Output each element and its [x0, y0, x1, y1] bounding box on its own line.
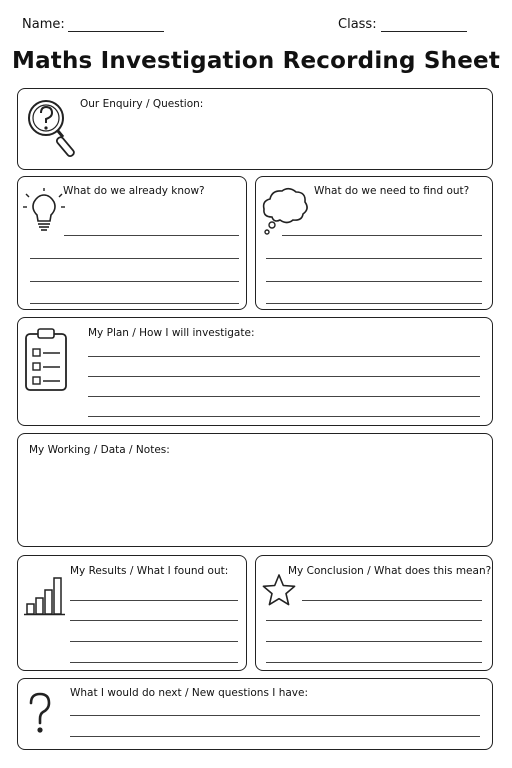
results-box: [17, 555, 247, 671]
know-box: [17, 176, 247, 310]
lightbulb-icon: [25, 191, 63, 235]
results-line-2[interactable]: [70, 620, 238, 621]
clipboard-checklist-icon: [24, 327, 68, 393]
enquiry-box: [17, 88, 493, 170]
working-box[interactable]: [17, 433, 493, 547]
find-out-label: What do we need to find out?: [314, 185, 470, 197]
next-box: [17, 678, 493, 750]
thought-cloud-icon: [260, 185, 310, 237]
conclusion-line-1[interactable]: [302, 600, 482, 601]
know-line-2[interactable]: [30, 258, 239, 259]
know-label: What do we already know?: [63, 185, 205, 197]
bar-chart-icon: [23, 574, 67, 616]
enquiry-label: Our Enquiry / Question:: [80, 98, 204, 110]
plan-line-2[interactable]: [88, 376, 480, 377]
know-line-4[interactable]: [30, 303, 239, 304]
name-field-line[interactable]: [68, 31, 164, 32]
plan-label: My Plan / How I will investigate:: [88, 327, 255, 339]
conclusion-line-3[interactable]: [266, 641, 482, 642]
results-line-4[interactable]: [70, 662, 238, 663]
working-label: My Working / Data / Notes:: [29, 444, 170, 456]
plan-line-3[interactable]: [88, 396, 480, 397]
class-label: Class:: [338, 17, 377, 32]
class-field-line[interactable]: [381, 31, 467, 32]
star-icon: [261, 573, 297, 607]
next-label: What I would do next / New questions I have:: [70, 687, 308, 699]
results-label: My Results / What I found out:: [70, 565, 229, 577]
next-line-1[interactable]: [70, 715, 480, 716]
results-line-1[interactable]: [70, 600, 238, 601]
question-mark-icon: [27, 691, 53, 737]
plan-line-4[interactable]: [88, 416, 480, 417]
plan-box: [17, 317, 493, 426]
find-out-line-2[interactable]: [266, 258, 482, 259]
conclusion-label: My Conclusion / What does this mean?: [288, 565, 492, 577]
find-out-line-4[interactable]: [266, 303, 482, 304]
conclusion-line-4[interactable]: [266, 662, 482, 663]
find-out-line-1[interactable]: [282, 235, 482, 236]
results-line-3[interactable]: [70, 641, 238, 642]
magnifying-glass-question-icon: [24, 97, 82, 161]
conclusion-box: [255, 555, 493, 671]
conclusion-line-2[interactable]: [266, 620, 482, 621]
name-label: Name:: [22, 17, 65, 32]
find-out-line-3[interactable]: [266, 281, 482, 282]
know-line-3[interactable]: [30, 281, 239, 282]
find-out-box: [255, 176, 493, 310]
next-line-2[interactable]: [70, 736, 480, 737]
page-title: Maths Investigation Recording Sheet: [11, 48, 501, 74]
know-line-1[interactable]: [64, 235, 239, 236]
plan-line-1[interactable]: [88, 356, 480, 357]
